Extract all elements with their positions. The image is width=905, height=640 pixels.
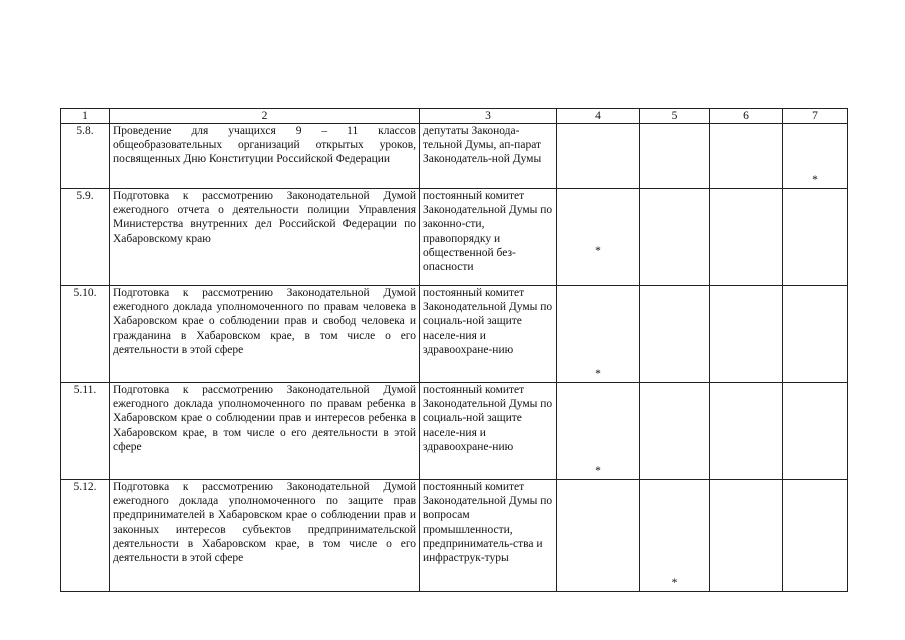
mark-cell-4 — [557, 480, 640, 592]
mark-cell-6 — [710, 480, 783, 592]
mark-cell-4 — [557, 124, 640, 189]
item-description: Подготовка к рассмотрению Законодательной Думой ежегодного отчета о деятельности полиции Управления Министерства внутренних дел Российской Федерации по Хабаровскому краю — [110, 189, 420, 286]
mark-cell-6 — [710, 189, 783, 286]
mark-cell-7 — [783, 480, 848, 592]
item-description: Подготовка к рассмотрению Законодательной Думой ежегодного доклада уполномоченного по защите прав предпринимателей в Хабаровском крае о соблюдении прав и законных интересов субъектов предпринимательской деятельности в Хабаровском крае, в том числе о его деятельности в этой сфере — [110, 480, 420, 592]
header-cell: 3 — [420, 109, 557, 124]
table-row — [61, 124, 848, 189]
item-description: Подготовка к рассмотрению Законодательной Думой ежегодного доклада уполномоченного по правам человека в Хабаровском крае о соблюдении прав и свобод человека и гражданина в Хабаровском крае, в том числе о его деятельности в этой сфере — [110, 286, 420, 383]
mark-cell-5: * — [640, 480, 710, 592]
item-responsible: депутаты Законода-тельной Думы, ап-парат Законодатель-ной Думы — [420, 124, 557, 189]
mark-cell-4: * — [557, 383, 640, 480]
mark-cell-5 — [640, 286, 710, 383]
header-cell: 7 — [783, 109, 848, 124]
table-row — [61, 383, 848, 480]
table-row — [61, 189, 848, 286]
item-responsible: постоянный комитет Законодательной Думы по вопросам промышленности, предприниматель-ства и инфраструк-туры — [420, 480, 557, 592]
header-cell: 1 — [61, 109, 110, 124]
mark-cell-7 — [783, 286, 848, 383]
mark-cell-6 — [710, 286, 783, 383]
item-number: 5.10. — [61, 286, 110, 383]
header-cell: 5 — [640, 109, 710, 124]
mark-cell-5 — [640, 383, 710, 480]
mark-cell-7 — [783, 189, 848, 286]
mark-cell-4: * — [557, 286, 640, 383]
item-description: Проведение для учащихся 9 – 11 классов общеобразовательных организаций открытых уроков, посвященных Дню Конституции Российской Федерации — [110, 124, 420, 189]
item-responsible: постоянный комитет Законодательной Думы по социаль-ной защите населе-ния и здравоохране-нию — [420, 383, 557, 480]
header-cell: 2 — [110, 109, 420, 124]
item-description: Подготовка к рассмотрению Законодательной Думой ежегодного доклада уполномоченного по правам ребенка в Хабаровском крае о соблюдении прав и интересов ребенка в Хабаровском крае, в том числе о его деятельности в этой сфере — [110, 383, 420, 480]
item-responsible: постоянный комитет Законодательной Думы по законно-сти, правопорядку и общественной без-опасности — [420, 189, 557, 286]
item-number: 5.11. — [61, 383, 110, 480]
table-header-row — [61, 109, 848, 124]
plan-table — [60, 108, 848, 592]
item-number: 5.12. — [61, 480, 110, 592]
mark-cell-6 — [710, 383, 783, 480]
table-row — [61, 286, 848, 383]
table-row — [61, 480, 848, 592]
mark-cell-7 — [783, 383, 848, 480]
item-number: 5.9. — [61, 189, 110, 286]
header-cell: 4 — [557, 109, 640, 124]
mark-cell-7: * — [783, 124, 848, 189]
item-responsible: постоянный комитет Законодательной Думы по социаль-ной защите населе-ния и здравоохране-нию — [420, 286, 557, 383]
mark-cell-4: * — [557, 189, 640, 286]
mark-cell-5 — [640, 189, 710, 286]
mark-cell-5 — [640, 124, 710, 189]
item-number: 5.8. — [61, 124, 110, 189]
header-cell: 6 — [710, 109, 783, 124]
mark-cell-6 — [710, 124, 783, 189]
